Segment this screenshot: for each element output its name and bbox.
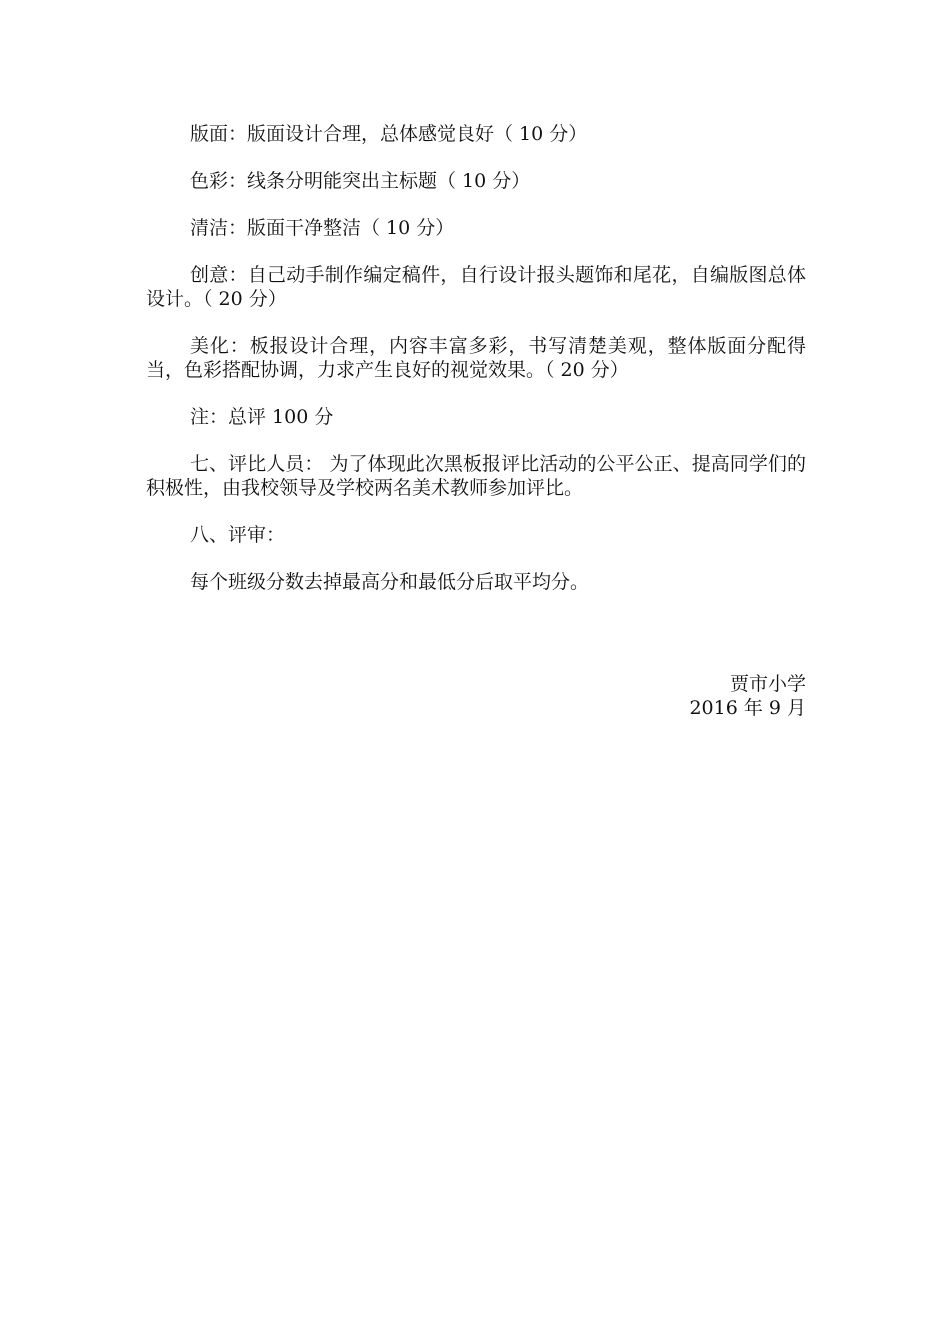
section-judges: 七、评比人员： 为了体现此次黑板报评比活动的公平公正、提高同学们的积极性，由我校领导及学校两名美术教师参加评比。: [146, 453, 806, 499]
document-body: [146, 122, 806, 617]
signature-organization: 贾市小学: [729, 673, 806, 695]
signature-date: 2016 年 9 月: [689, 697, 806, 719]
total-score-note: 注：总评 100 分: [190, 406, 334, 428]
criterion-color: 色彩：线条分明能突出主标题（ 10 分）: [190, 170, 531, 192]
criterion-layout: 版面：版面设计合理，总体感觉良好（ 10 分）: [190, 123, 588, 145]
criterion-cleanliness: 清洁：版面干净整洁（ 10 分）: [190, 217, 455, 239]
criterion-beautification: 美化：板报设计合理，内容丰富多彩，书写清楚美观，整体版面分配得当，色彩搭配协调，力求产生良好的视觉效果。（ 20 分）: [146, 335, 806, 381]
criterion-creativity: 创意：自己动手制作编定稿件，自行设计报头题饰和尾花，自编版图总体设计。（ 20 分）: [146, 264, 806, 310]
section-review-rule: 每个班级分数去掉最高分和最低分后取平均分。: [190, 571, 590, 593]
signature-block: [689, 672, 806, 720]
section-review-heading: 八、评审：: [190, 524, 286, 546]
